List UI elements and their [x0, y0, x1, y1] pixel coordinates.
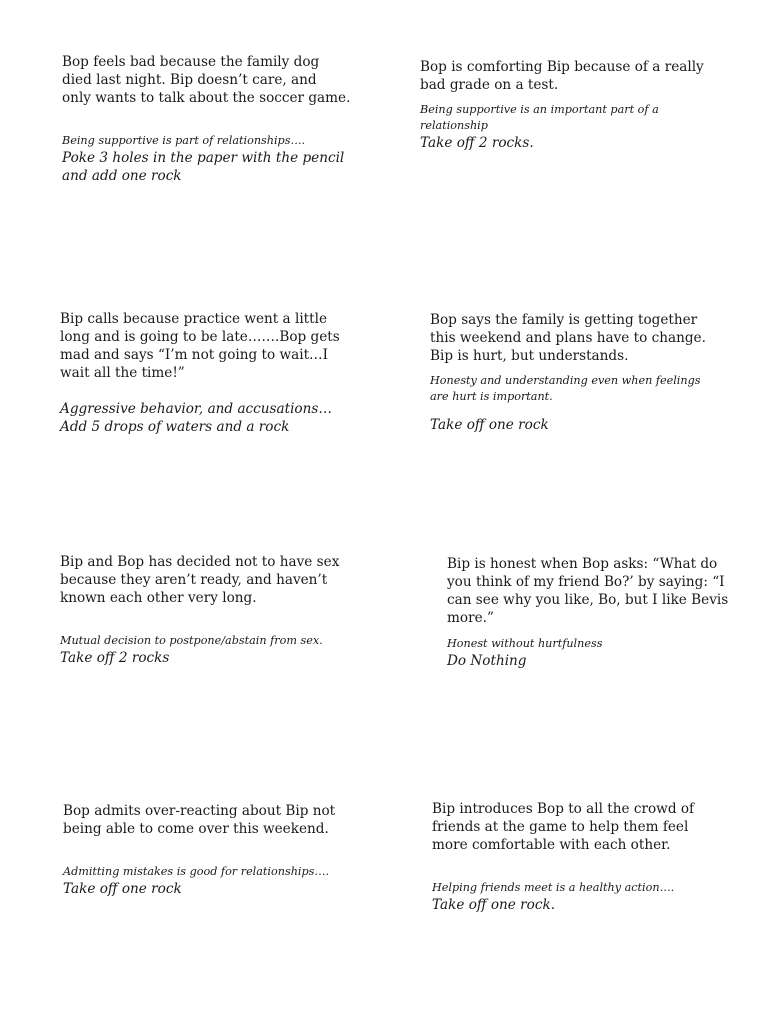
scenario-card-8: [432, 800, 694, 914]
scenario-card-4: [430, 311, 706, 434]
scenario-card-7: [63, 802, 335, 898]
action-instruction: Do Nothing: [447, 653, 527, 669]
action-instruction: Poke 3 holes in the paper with the pencil and add one rock: [62, 150, 345, 184]
lesson-note: Admitting mistakes is good for relationships….: [63, 865, 330, 878]
scenario-text: Bop admits over-reacting about Bip not being able to come over this weekend.: [63, 803, 336, 837]
scenario-text: Bip is honest when Bop asks: “What do you think of my friend Bo?’ by saying: “I can see why you like, Bo, but I like Bevis more.”: [447, 556, 729, 626]
action-instruction: Take off one rock.: [432, 897, 556, 913]
action-instruction: Take off one rock: [430, 417, 549, 433]
scenario-card-6: [447, 555, 728, 670]
action-instruction: Take off 2 rocks.: [420, 135, 534, 151]
lesson-note: Being supportive is an important part of a relationship: [420, 103, 659, 132]
scenario-text: Bip and Bop has decided not to have sex because they aren’t ready, and haven’t known each other very long.: [60, 554, 340, 606]
lesson-note: Honest without hurtfulness: [447, 637, 603, 650]
scenario-card-5: [60, 553, 339, 667]
scenario-text: Bop says the family is getting together this weekend and plans have to change. Bip is hurt, but understands.: [430, 312, 706, 364]
scenario-card-1: [62, 53, 350, 185]
scenario-card-3: [60, 310, 340, 436]
action-instruction: Take off 2 rocks: [60, 650, 170, 666]
scenario-text: Bop feels bad because the family dog died last night. Bip doesn’t care, and only wants to talk about the soccer game.: [62, 54, 351, 106]
scenario-card-2: [420, 58, 704, 152]
scenario-text: Bop is comforting Bip because of a really bad grade on a test.: [420, 59, 704, 93]
action-instruction: Aggressive behavior, and accusations… Add 5 drops of waters and a rock: [60, 401, 332, 435]
lesson-note: Honesty and understanding even when feelings are hurt is important.: [430, 374, 701, 403]
lesson-note: Helping friends meet is a healthy action….: [432, 881, 675, 894]
action-instruction: Take off one rock: [63, 881, 182, 897]
lesson-note: Mutual decision to postpone/abstain from sex.: [60, 634, 323, 647]
lesson-note: Being supportive is part of relationships….: [62, 134, 306, 147]
scenario-text: Bip introduces Bop to all the crowd of friends at the game to help them feel more comfortable with each other.: [432, 801, 695, 853]
scenario-text: Bip calls because practice went a little long and is going to be late…….Bop gets mad and says “I’m not going to wait…I wait all the time!”: [60, 311, 340, 381]
